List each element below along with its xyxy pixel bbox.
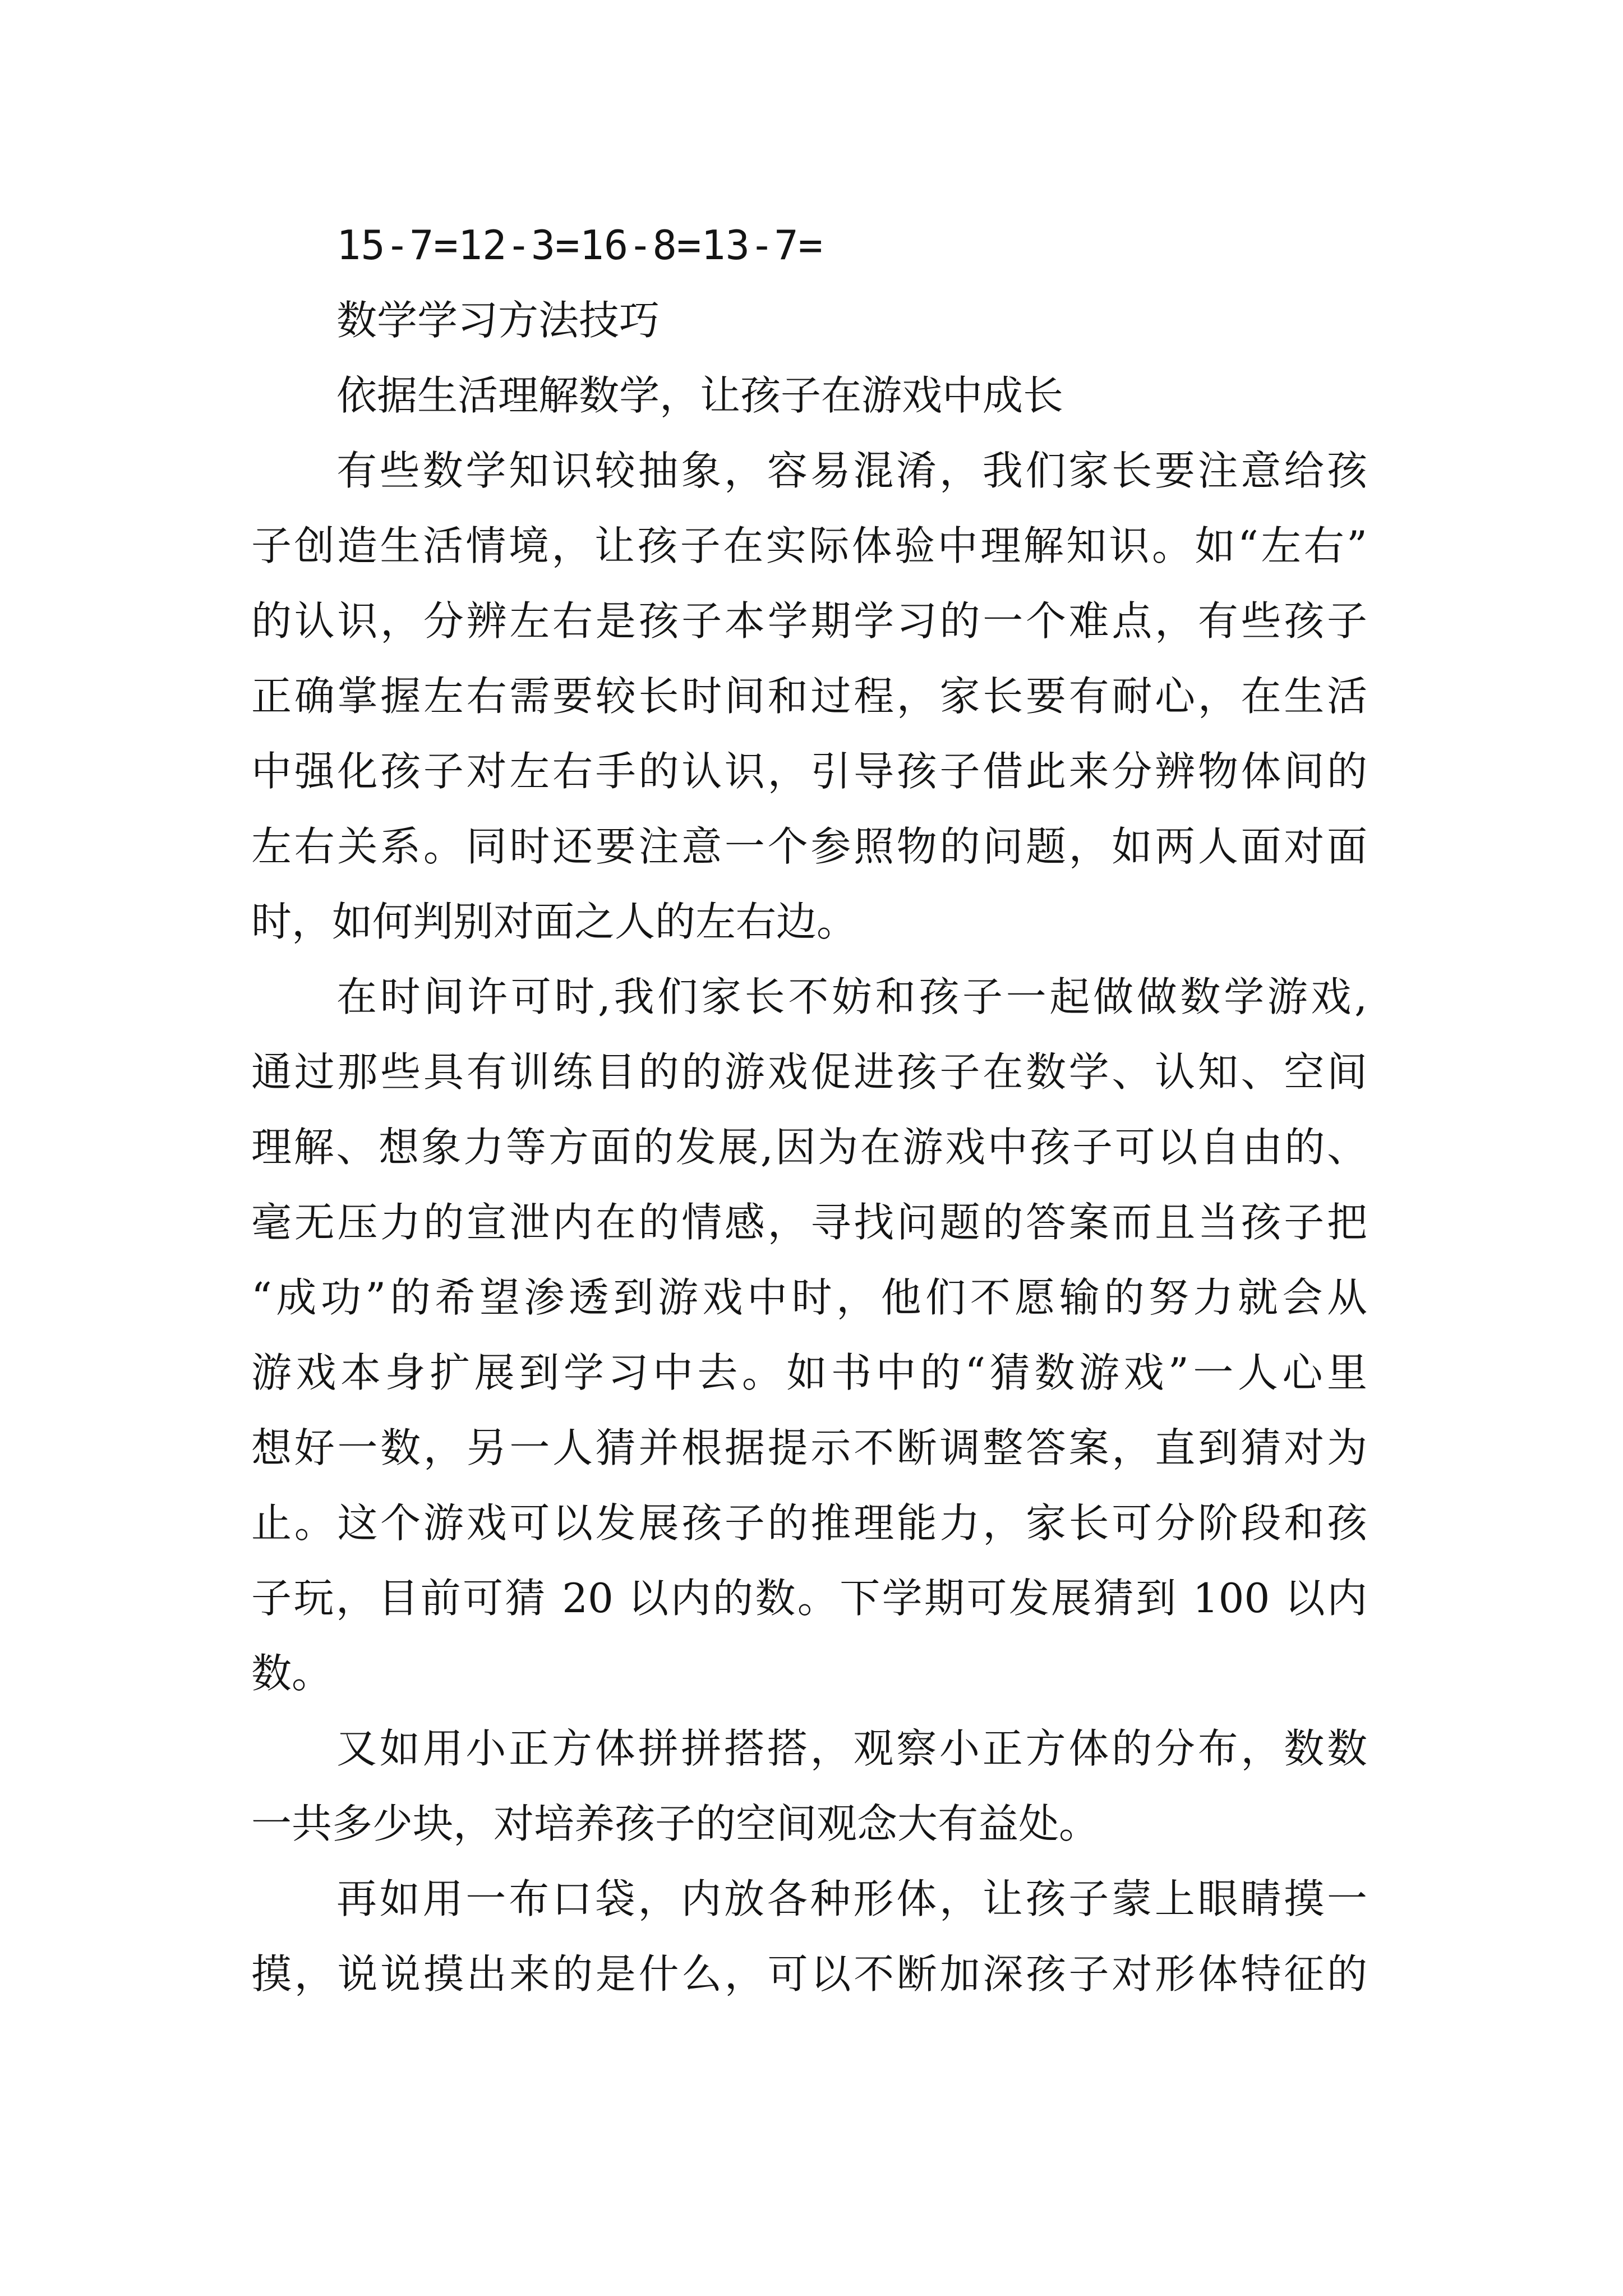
- paragraph-line: 在时间许可时,我们家长不妨和孩子一起做做数学游戏,: [336, 973, 1367, 1020]
- paragraph-line: 又如用小正方体拼拼搭搭，观察小正方体的分布，数数: [336, 1725, 1367, 1772]
- paragraph-line: 数。: [251, 1650, 333, 1697]
- paragraph-line: 摸，说说摸出来的是什么，可以不断加深孩子对形体特征的: [251, 1950, 1367, 1998]
- paragraph-line: 游戏本身扩展到学习中去。如书中的“猜数游戏”一人心里: [251, 1349, 1367, 1396]
- section-heading: 数学学习方法技巧: [336, 297, 660, 344]
- document-body: [251, 208, 1367, 2012]
- paragraph-line: 理解、想象力等方面的发展,因为在游戏中孩子可以自由的、: [251, 1124, 1367, 1171]
- paragraph-line: 正确掌握左右需要较长时间和过程，家长要有耐心，在生活: [251, 673, 1367, 720]
- paragraph-line: 时，如何判别对面之人的左右边。: [251, 898, 857, 945]
- paragraph-line: 中强化孩子对左右手的认识，引导孩子借此来分辨物体间的: [251, 748, 1367, 795]
- section-subheading: 依据生活理解数学，让孩子在游戏中成长: [336, 372, 1064, 419]
- paragraph-line: 有些数学知识较抽象，容易混淆，我们家长要注意给孩: [336, 447, 1367, 494]
- paragraph-line: 想好一数，另一人猜并根据提示不断调整答案，直到猜对为: [251, 1424, 1367, 1471]
- paragraph-line: 子玩，目前可猜 20 以内的数。下学期可发展猜到 100 以内: [251, 1575, 1367, 1622]
- paragraph-line: 止。这个游戏可以发展孩子的推理能力，家长可分阶段和孩: [251, 1499, 1367, 1547]
- math-exercise-line: 15-7=12-3=16-8=13-7=: [336, 222, 823, 269]
- paragraph-line: 再如用一布口袋，内放各种形体，让孩子蒙上眼睛摸一: [336, 1875, 1367, 1922]
- paragraph-line: 一共多少块，对培养孩子的空间观念大有益处。: [251, 1800, 1100, 1847]
- paragraph-line: 通过那些具有训练目的的游戏促进孩子在数学、认知、空间: [251, 1048, 1367, 1096]
- paragraph-line: 的认识，分辨左右是孩子本学期学习的一个难点，有些孩子: [251, 597, 1367, 645]
- paragraph-line: 子创造生活情境，让孩子在实际体验中理解知识。如“左右”: [251, 522, 1367, 569]
- paragraph-line: 毫无压力的宣泄内在的情感，寻找问题的答案而且当孩子把: [251, 1199, 1367, 1246]
- paragraph-line: 左右关系。同时还要注意一个参照物的问题，如两人面对面: [251, 823, 1367, 870]
- paragraph-line: “成功”的希望渗透到游戏中时，他们不愿输的努力就会从: [251, 1274, 1367, 1321]
